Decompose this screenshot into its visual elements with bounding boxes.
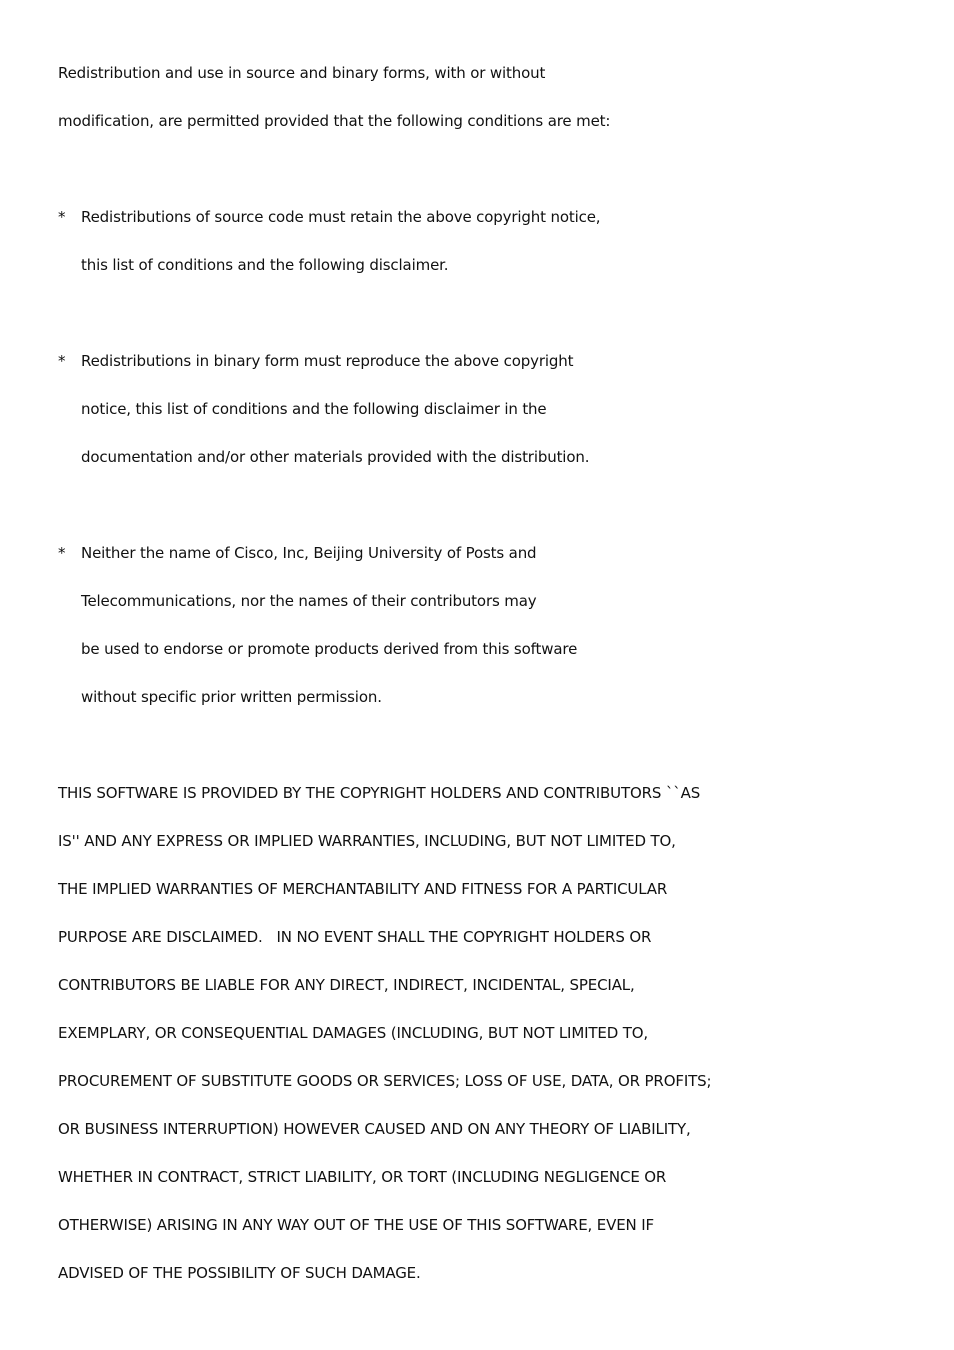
condition-text: Neither the name of Cisco, Inc, Beijing University of Posts and: [81, 544, 537, 562]
condition-item: [58, 540, 918, 732]
disclaimer-line: IS'' AND ANY EXPRESS OR IMPLIED WARRANTIES, INCLUDING, BUT NOT LIMITED TO,: [58, 832, 676, 850]
intro-paragraph: [58, 60, 918, 156]
condition-item: [58, 348, 918, 492]
disclaimer-line: PURPOSE ARE DISCLAIMED. IN NO EVENT SHALL THE COPYRIGHT HOLDERS OR: [58, 928, 652, 946]
bullet-marker: *: [58, 352, 66, 370]
paragraph-gap: [58, 300, 918, 348]
condition-first-line: [58, 540, 918, 588]
disclaimer-paragraph: [58, 780, 918, 1308]
condition-text: documentation and/or other materials provided with the distribution.: [81, 448, 590, 466]
disclaimer-line: THIS SOFTWARE IS PROVIDED BY THE COPYRIGHT HOLDERS AND CONTRIBUTORS ``AS: [58, 784, 701, 802]
disclaimer-line: ADVISED OF THE POSSIBILITY OF SUCH DAMAGE.: [58, 1264, 421, 1282]
disclaimer-line: OR BUSINESS INTERRUPTION) HOWEVER CAUSED AND ON ANY THEORY OF LIABILITY,: [58, 1120, 691, 1138]
condition-text: be used to endorse or promote products derived from this software: [81, 640, 578, 658]
condition-first-line: [58, 204, 918, 252]
intro-line: modification, are permitted provided that the following conditions are met:: [58, 112, 611, 130]
bullet-marker: *: [58, 208, 66, 226]
condition-text: Redistributions of source code must retain the above copyright notice,: [81, 208, 601, 226]
disclaimer-line: OTHERWISE) ARISING IN ANY WAY OUT OF THE USE OF THIS SOFTWARE, EVEN IF: [58, 1216, 654, 1234]
paragraph-gap: [58, 732, 918, 780]
condition-text: without specific prior written permission.: [81, 688, 382, 706]
intro-line: Redistribution and use in source and binary forms, with or without: [58, 64, 546, 82]
disclaimer-line: PROCUREMENT OF SUBSTITUTE GOODS OR SERVICES; LOSS OF USE, DATA, OR PROFITS;: [58, 1072, 712, 1090]
disclaimer-line: WHETHER IN CONTRACT, STRICT LIABILITY, OR TORT (INCLUDING NEGLIGENCE OR: [58, 1168, 667, 1186]
condition-text: Redistributions in binary form must reproduce the above copyright: [81, 352, 574, 370]
disclaimer-line: EXEMPLARY, OR CONSEQUENTIAL DAMAGES (INCLUDING, BUT NOT LIMITED TO,: [58, 1024, 649, 1042]
condition-text: Telecommunications, nor the names of their contributors may: [81, 592, 537, 610]
disclaimer-line: THE IMPLIED WARRANTIES OF MERCHANTABILITY AND FITNESS FOR A PARTICULAR: [58, 880, 668, 898]
condition-text: notice, this list of conditions and the following disclaimer in the: [81, 400, 547, 418]
paragraph-gap: [58, 492, 918, 540]
condition-text: this list of conditions and the following disclaimer.: [81, 256, 449, 274]
bullet-marker: *: [58, 544, 66, 562]
condition-first-line: [58, 348, 918, 396]
condition-item: [58, 204, 918, 300]
disclaimer-line: CONTRIBUTORS BE LIABLE FOR ANY DIRECT, INDIRECT, INCIDENTAL, SPECIAL,: [58, 976, 635, 994]
license-document: [58, 60, 918, 1308]
paragraph-gap: [58, 156, 918, 204]
